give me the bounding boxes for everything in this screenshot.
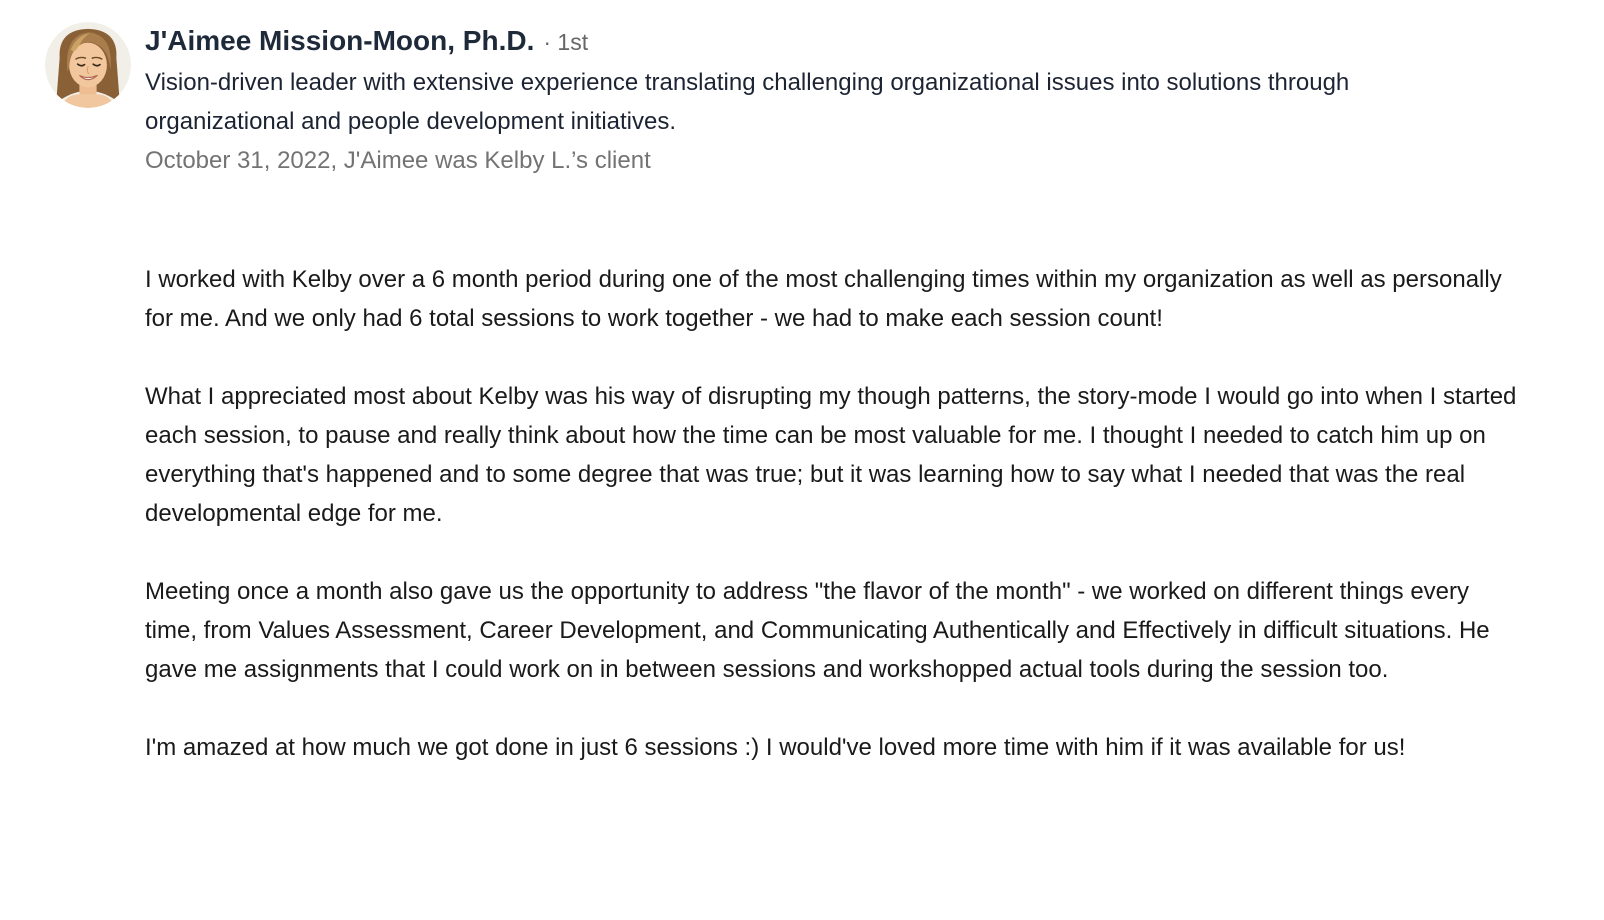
reviewer-info	[145, 18, 1435, 180]
recommendation-relationship: October 31, 2022, J'Aimee was Kelby L.’s client	[145, 147, 651, 174]
recommendation-text	[145, 260, 1525, 767]
recommendation-paragraph: I worked with Kelby over a 6 month period during one of the most challenging times within my organization as well as personally for me. And we only had 6 total sessions to work together - we had to make each session count!	[145, 266, 1502, 332]
connection-degree: · 1st	[543, 29, 589, 55]
avatar[interactable]	[45, 22, 131, 108]
recommendation-paragraph: What I appreciated most about Kelby was his way of disrupting my though patterns, the story-mode I would go into when I started each session, to pause and really think about how the time can be most valuable for me. I thought I needed to catch him up on everything that's happened and to some degree that was true; but it was learning how to say what I needed that was the real developmental edge for me.	[145, 383, 1517, 527]
recommendation-header	[45, 18, 1559, 180]
recommendation-paragraph: Meeting once a month also gave us the opportunity to address "the flavor of the month" - we worked on different things every time, from Values Assessment, Career Development, and Communicating Authentically and Effectively in difficult situations. He gave me assignments that I could work on in between sessions and workshopped actual tools during the session too.	[145, 578, 1490, 683]
profile-photo	[45, 22, 131, 108]
name-row	[145, 24, 1435, 58]
reviewer-headline: Vision-driven leader with extensive experience translating challenging organizational issues into solutions through organizational and people development initiatives.	[145, 69, 1350, 135]
recommendation-paragraph: I'm amazed at how much we got done in just 6 sessions :) I would've loved more time with him if it was available for us!	[145, 734, 1406, 761]
reviewer-name[interactable]: J'Aimee Mission-Moon, Ph.D.	[145, 25, 535, 56]
